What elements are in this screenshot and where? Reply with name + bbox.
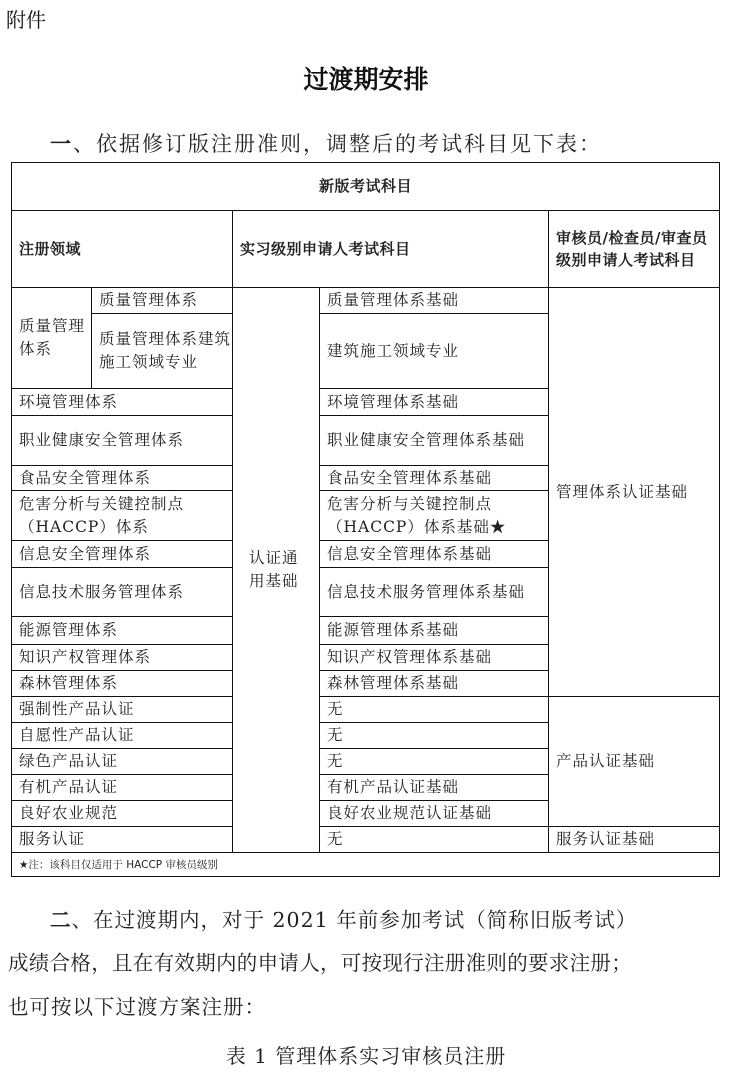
auditor-service-cell: 服务认证基础 (549, 827, 720, 853)
section-2-line-2: 成绩合格，且在有效期内的申请人，可按现行注册准则的要求注册； (8, 951, 632, 975)
trainee-cell: 无 (320, 827, 549, 853)
table-footnote: ★注：该科目仅适用于 HACCP 审核员级别 (12, 853, 720, 877)
trainee-cell: 知识产权管理体系基础 (320, 645, 549, 671)
page-title: 过渡期安排 (303, 65, 429, 94)
section-number: 二 (50, 908, 72, 932)
section-number: 一 (50, 132, 73, 156)
auditor-management-cell: 管理体系认证基础 (549, 288, 720, 697)
domain-cell: 信息安全管理体系 (12, 541, 233, 568)
trainee-cell: 无 (320, 723, 549, 749)
trainee-cell: 有机产品认证基础 (320, 775, 549, 801)
attachment-label: 附件 (6, 8, 46, 32)
table-1-caption: 表 1 管理体系实习审核员注册 (225, 1044, 507, 1068)
trainee-cell: 职业健康安全管理体系基础 (320, 416, 549, 466)
trainee-cell: 无 (320, 749, 549, 775)
quality-group-cell: 质量管理体系 (12, 288, 92, 389)
domain-cell: 有机产品认证 (12, 775, 233, 801)
domain-cell: 良好农业规范 (12, 801, 233, 827)
domain-cell: 知识产权管理体系 (12, 645, 233, 671)
domain-cell: 质量管理体系建筑施工领域专业 (92, 314, 233, 389)
domain-cell: 质量管理体系 (92, 288, 233, 314)
section-2-line-3: 也可按以下过渡方案注册： (8, 995, 266, 1019)
common-basis-cell: 认证通用基础 (233, 288, 320, 853)
trainee-cell: 信息技术服务管理体系基础 (320, 568, 549, 617)
domain-cell: 服务认证 (12, 827, 233, 853)
domain-cell: 危害分析与关键控制点（HACCP）体系 (12, 491, 233, 541)
auditor-product-cell: 产品认证基础 (549, 697, 720, 827)
section-2-line-1 (50, 903, 730, 933)
section-1-heading (50, 128, 602, 158)
exam-subjects-table (11, 162, 720, 877)
column-header-trainee: 实习级别申请人考试科目 (233, 211, 549, 288)
section-text: 、在过渡期内，对于 2021 年前参加考试（简称旧版考试） (71, 908, 638, 932)
trainee-cell: 危害分析与关键控制点（HACCP）体系基础★ (320, 491, 549, 541)
domain-cell: 自愿性产品认证 (12, 723, 233, 749)
trainee-cell: 森林管理体系基础 (320, 671, 549, 697)
trainee-cell: 信息安全管理体系基础 (320, 541, 549, 568)
trainee-cell: 食品安全管理体系基础 (320, 466, 549, 491)
column-header-domain: 注册领域 (12, 211, 233, 288)
trainee-cell: 建筑施工领域专业 (320, 314, 549, 389)
trainee-cell: 质量管理体系基础 (320, 288, 549, 314)
section-text: 、依据修订版注册准则，调整后的考试科目见下表： (73, 132, 602, 156)
column-header-auditor: 审核员/检查员/审查员级别申请人考试科目 (549, 211, 720, 288)
trainee-cell: 环境管理体系基础 (320, 389, 549, 416)
trainee-cell: 能源管理体系基础 (320, 617, 549, 645)
domain-cell: 环境管理体系 (12, 389, 233, 416)
domain-cell: 职业健康安全管理体系 (12, 416, 233, 466)
domain-cell: 森林管理体系 (12, 671, 233, 697)
domain-cell: 强制性产品认证 (12, 697, 233, 723)
domain-cell: 信息技术服务管理体系 (12, 568, 233, 617)
trainee-cell: 无 (320, 697, 549, 723)
domain-cell: 能源管理体系 (12, 617, 233, 645)
trainee-cell: 良好农业规范认证基础 (320, 801, 549, 827)
domain-cell: 食品安全管理体系 (12, 466, 233, 491)
domain-cell: 绿色产品认证 (12, 749, 233, 775)
table-header-main: 新版考试科目 (12, 163, 720, 211)
